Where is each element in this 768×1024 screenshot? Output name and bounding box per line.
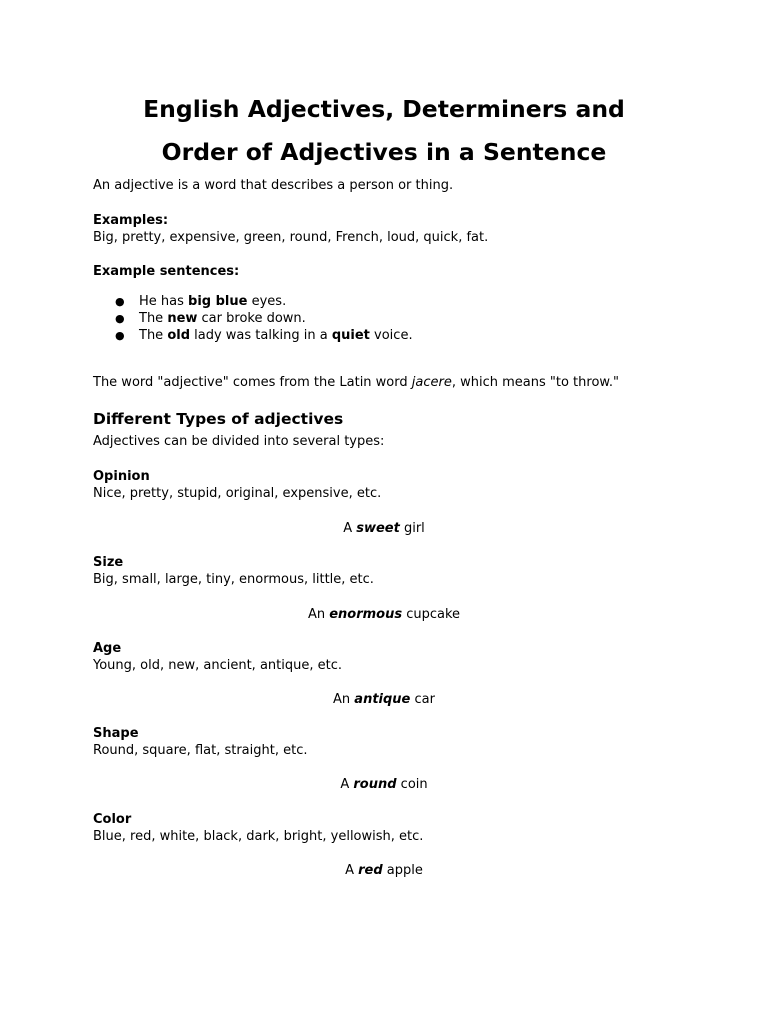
phrase-text: A	[340, 777, 354, 792]
etymology-paragraph	[93, 374, 619, 391]
bullet-icon: ●	[115, 329, 125, 342]
bullet-icon: ●	[115, 295, 125, 308]
list-item	[93, 310, 413, 327]
type-examples-size: Big, small, large, tiny, enormous, little, etc.	[93, 572, 374, 587]
intro-paragraph: An adjective is a word that describes a person or thing.	[93, 178, 454, 193]
sentence-text: The	[139, 328, 168, 343]
list-item	[93, 327, 413, 344]
phrase-adjective: red	[358, 863, 383, 878]
phrase-text: apple	[382, 863, 423, 878]
sentence-text: car broke down.	[197, 311, 306, 326]
type-label-shape: Shape	[93, 726, 139, 741]
sentence-text: eyes.	[247, 294, 287, 309]
phrase-adjective: antique	[354, 692, 411, 707]
examples-heading: Examples:	[93, 213, 169, 228]
title-line-2: Order of Adjectives in a Sentence	[161, 138, 607, 166]
type-label-color: Color	[93, 812, 132, 827]
type-examples-age: Young, old, new, ancient, antique, etc.	[93, 658, 342, 673]
type-example-phrase	[0, 776, 768, 793]
type-examples-opinion: Nice, pretty, stupid, original, expensive, etc.	[93, 486, 382, 501]
example-sentences-heading: Example sentences:	[93, 264, 240, 279]
sentence-bold: old	[167, 328, 191, 343]
title-line-1: English Adjectives, Determiners and	[143, 95, 625, 123]
phrase-text: A	[345, 863, 359, 878]
sentence-bold: quiet	[331, 328, 370, 343]
type-label-size: Size	[93, 555, 124, 570]
phrase-text: car	[410, 692, 435, 707]
phrase-text: coin	[396, 777, 428, 792]
sentence-text: voice.	[369, 328, 413, 343]
phrase-text: girl	[399, 521, 425, 536]
sentence-text: He has	[139, 294, 189, 309]
phrase-adjective: sweet	[356, 521, 400, 536]
type-example-phrase	[0, 691, 768, 708]
type-example-phrase	[0, 520, 768, 537]
list-item	[93, 293, 413, 310]
examples-text: Big, pretty, expensive, green, round, French, loud, quick, fat.	[93, 230, 489, 245]
sentence-text: lady was talking in a	[190, 328, 332, 343]
etymology-text: The word "adjective" comes from the Latin word	[93, 375, 412, 390]
sentence-text: The	[139, 311, 168, 326]
type-example-phrase	[0, 606, 768, 623]
phrase-text: An	[333, 692, 355, 707]
etymology-latin-word: jacere	[411, 375, 452, 390]
phrase-text: cupcake	[402, 607, 461, 622]
types-intro: Adjectives can be divided into several types:	[93, 434, 385, 449]
phrase-text: An	[307, 607, 330, 622]
phrase-text: A	[343, 521, 357, 536]
types-heading: Different Types of adjectives	[93, 410, 344, 428]
sentence-bold: new	[167, 311, 198, 326]
type-examples-color: Blue, red, white, black, dark, bright, yellowish, etc.	[93, 829, 424, 844]
phrase-adjective: round	[353, 777, 397, 792]
type-examples-shape: Round, square, flat, straight, etc.	[93, 743, 308, 758]
type-example-phrase	[0, 862, 768, 879]
etymology-text: , which means "to throw."	[451, 375, 619, 390]
type-label-age: Age	[93, 641, 122, 656]
page-title	[60, 88, 708, 174]
sentence-bold: big blue	[188, 294, 248, 309]
example-sentences-list	[93, 293, 413, 344]
type-label-opinion: Opinion	[93, 469, 150, 484]
phrase-adjective: enormous	[329, 607, 403, 622]
bullet-icon: ●	[115, 312, 125, 325]
